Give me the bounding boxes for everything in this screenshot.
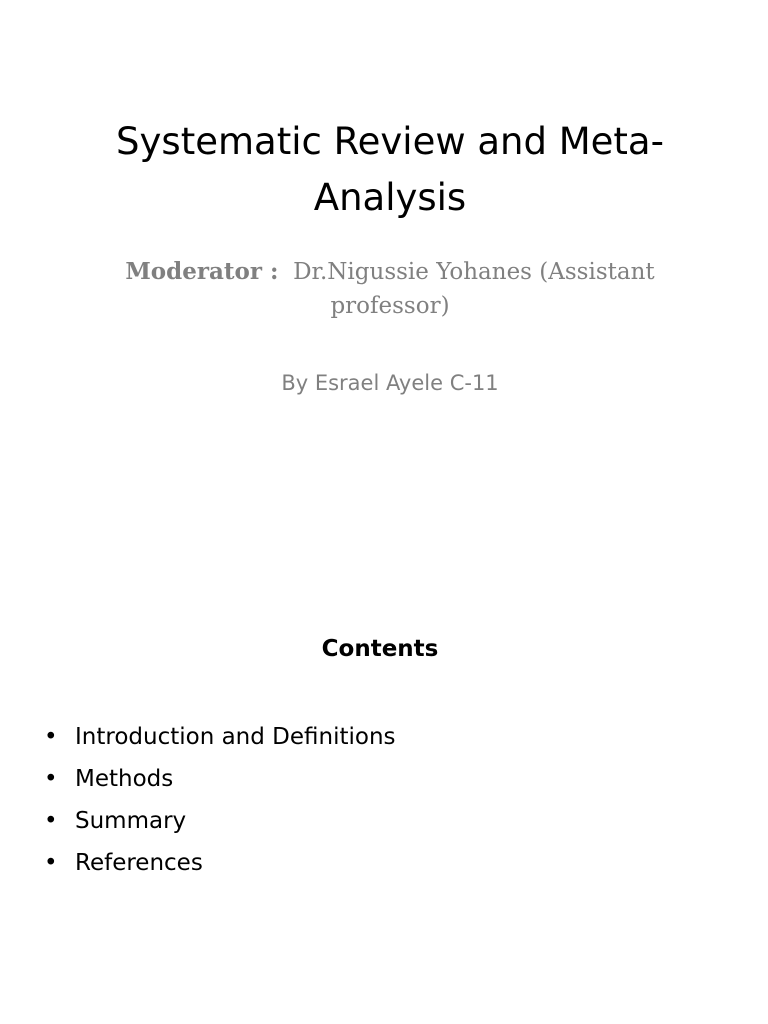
slide-title: Systematic Review and Meta-Analysis [116,120,664,219]
bullet-icon: • [44,850,58,876]
list-item-label: Methods [75,766,174,792]
list-item [44,758,396,800]
bullet-icon: • [44,766,58,792]
author-line: By Esrael Ayele C-11 [281,371,499,395]
moderator-label: Moderator : [125,258,279,285]
moderator-name: Dr.Nigussie Yohanes (Assistant professor) [293,259,655,319]
moderator-line [120,255,660,323]
bullet-icon: • [44,724,58,750]
contents-heading: Contents [321,636,439,662]
list-item [44,800,396,842]
contents-slide [0,512,768,1024]
bullet-icon: • [44,808,58,834]
contents-list [44,716,396,884]
list-item-label: Summary [75,808,187,834]
list-item-label: Introduction and Definitions [75,724,396,750]
list-item [44,716,396,758]
list-item [44,842,396,884]
list-item-label: References [75,850,203,876]
